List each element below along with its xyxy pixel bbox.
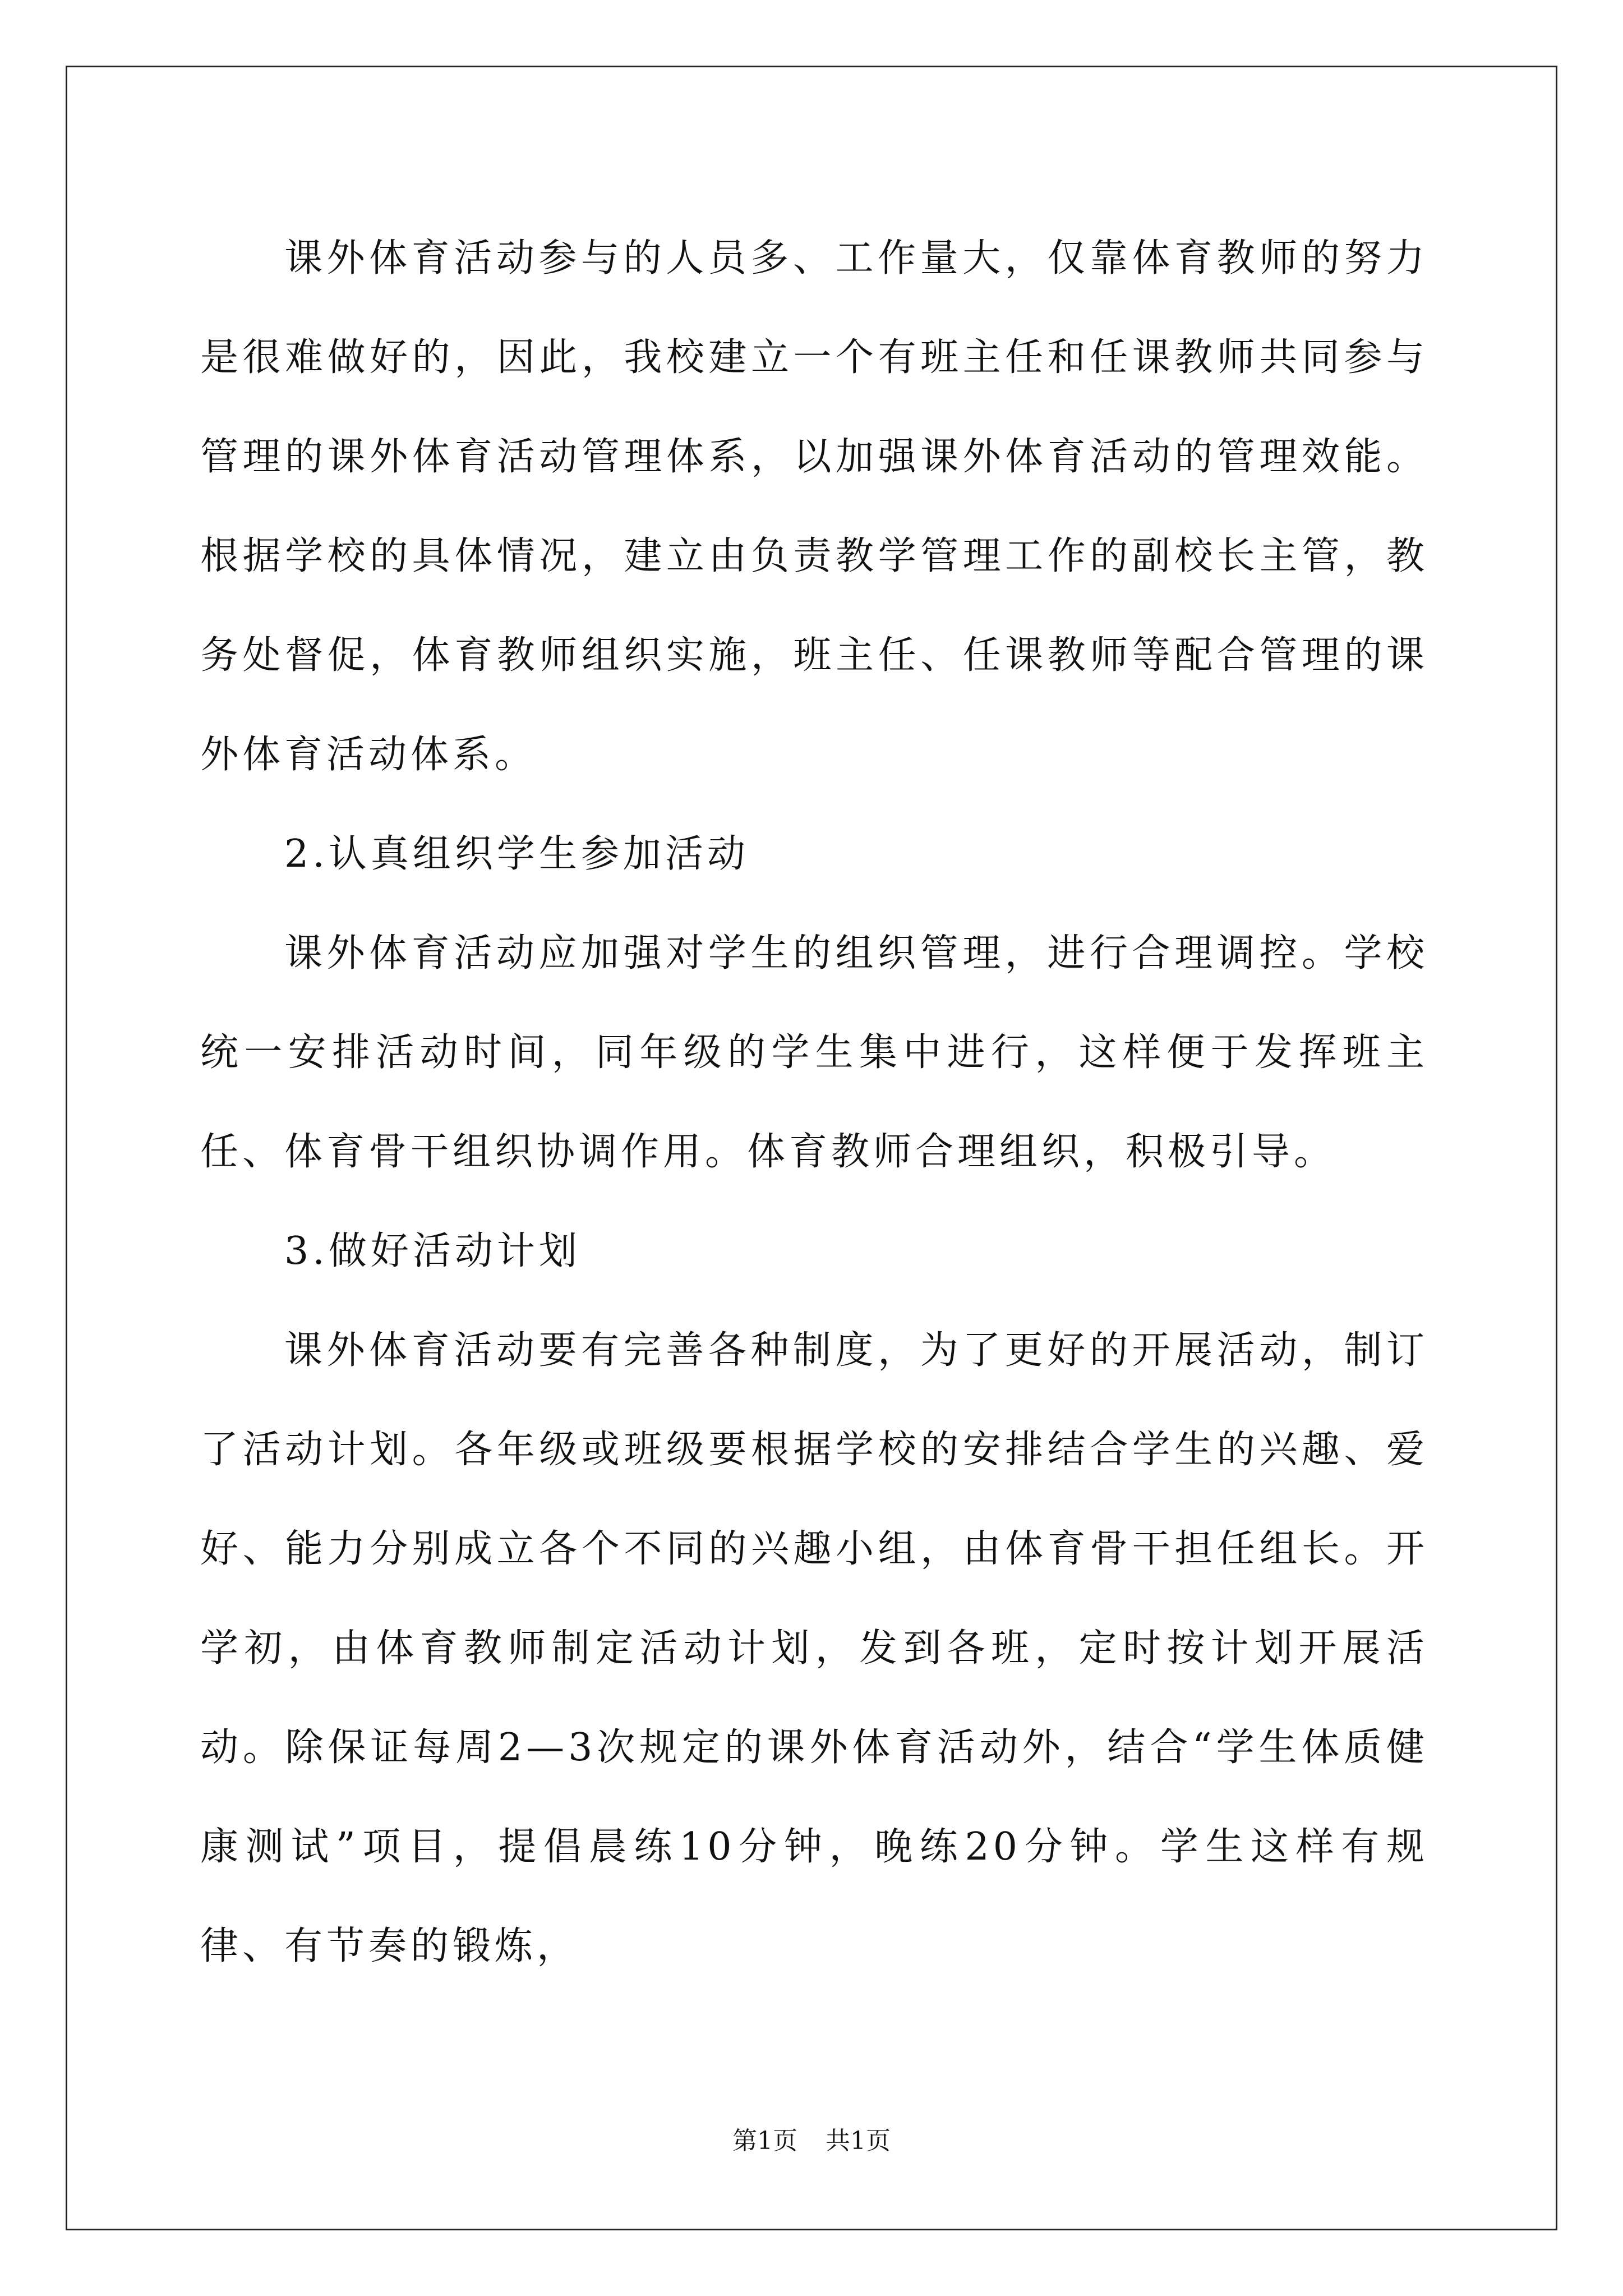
section-heading-organize-students: 2.认真组织学生参加活动	[284, 832, 749, 876]
paragraph-activity-plan: 课外体育活动要有完善各种制度，为了更好的开展活动，制订了活动计划。各年级或班级要根据学校的安排结合学生的兴趣、爱好、能力分别成立各个不同的兴趣小组，由体育骨干担任组长。开学初，由体育教师制定活动计划，发到各班，定时按计划开展活动。除保证每周2—3次规定的课外体育活动外，结合“学生体质健康测试”项目，提倡晨练10分钟，晚练20分钟。学生这样有规律、有节奏的锻炼，	[200, 1328, 1428, 1968]
paragraph-management-system: 课外体育活动参与的人员多、工作量大，仅靠体育教师的努力是很难做好的，因此，我校建立一个有班主任和任课教师共同参与管理的课外体育活动管理体系，以加强课外体育活动的管理效能。根据学校的具体情况，建立由负责教学管理工作的副校长主管，教务处督促，体育教师组织实施，班主任、任课教师等配合管理的课外体育活动体系。	[200, 236, 1428, 777]
document-body	[200, 209, 1428, 1996]
page-footer	[0, 2124, 1623, 2158]
page-total: 共1页	[826, 2127, 891, 2155]
page-number: 第1页	[732, 2127, 797, 2155]
paragraph-organize-students: 课外体育活动应加强对学生的组织管理，进行合理调控。学校统一安排活动时间，同年级的学生集中进行，这样便于发挥班主任、体育骨干组织协调作用。体育教师合理组织，积极引导。	[200, 931, 1428, 1174]
section-heading-activity-plan: 3.做好活动计划	[284, 1229, 581, 1273]
